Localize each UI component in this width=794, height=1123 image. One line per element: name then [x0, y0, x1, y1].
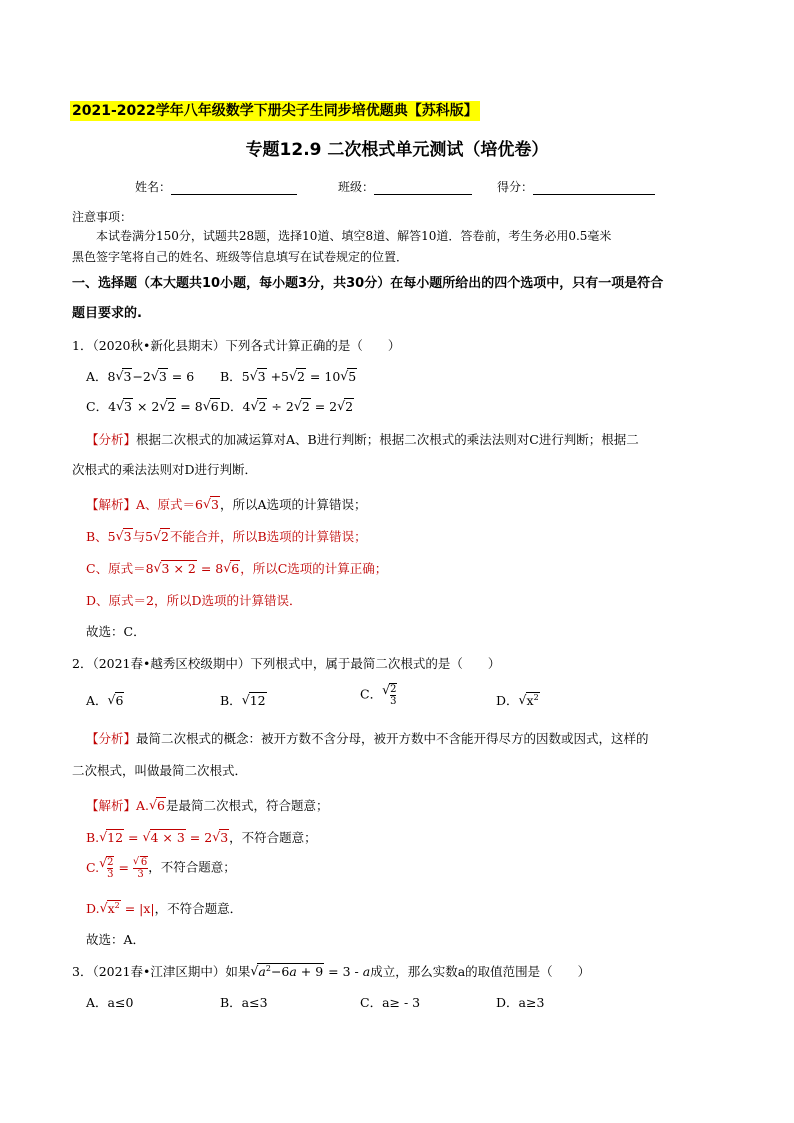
- score-field: [497, 178, 655, 195]
- solution-tag: 【解析】: [86, 798, 137, 813]
- header-banner: 2021-2022学年八年级数学下册尖子生同步培优题典【苏科版】: [72, 103, 478, 119]
- solution-tag: 【解析】: [86, 497, 137, 512]
- score-label: 得分：: [497, 180, 534, 194]
- name-field: [135, 178, 297, 195]
- q2-option-a: A．√ 6: [86, 691, 124, 709]
- page-title: 专题12.9 二次根式单元测试（培优卷）: [245, 140, 549, 160]
- class-field: [338, 178, 472, 195]
- q3-stem: 3．（2021春•江津区期中）如果√ $a^2-6a + 9 = 3 - a$成立，那么实数a的取值范围是（ ）: [72, 962, 590, 980]
- q1-option-a: A．8√ 3−2√ 3 = 6: [86, 367, 194, 385]
- q2-analysis-line-1: 【分析】最简二次根式的概念：被开方数不含分母，被开方数中不含能开得尽方的因数或因式，这样的: [86, 731, 649, 746]
- q2-answer: 故选：A．: [86, 932, 146, 947]
- score-blank: [533, 182, 655, 195]
- q1-stem: 1．（2020秋•新化县期末）下列各式计算正确的是（ ）: [72, 338, 401, 353]
- q2-option-d: D．√ $x^2$: [496, 691, 540, 709]
- q3-option-a: A．a≤0: [86, 995, 134, 1010]
- section-heading-line-2: 题目要求的.: [72, 306, 142, 321]
- q3-option-d: D．a≥3: [496, 995, 545, 1010]
- q1-answer: 故选：C．: [86, 624, 146, 639]
- class-blank: [374, 182, 472, 195]
- class-label: 班级：: [338, 180, 375, 194]
- q2-solution-c: C. √ $\frac{2}{3}$ = √ $\frac{6}{3}$ ，不符合题意；: [86, 856, 236, 880]
- q1-analysis-line-1: 【分析】根据二次根式的加减运算对A、B进行判断；根据二次根式的乘法法则对C进行判断；根据二: [86, 432, 639, 447]
- q2-solution-a: 【解析】A.√ 6是最简二次根式，符合题意；: [86, 796, 329, 814]
- name-blank: [171, 182, 297, 195]
- q1-solution-b: B、5√ 3与5√ 2不能合并，所以B选项的计算错误；: [86, 527, 367, 545]
- notice-line-2: 黑色签字笔将自己的姓名、班级等信息填写在试卷规定的位置．: [72, 250, 409, 264]
- q1-option-d: D．4√ 2 ÷ 2√ 2 = 2√ 2: [220, 397, 354, 415]
- q1-option-c: C．4√ 3 × 2√ 2 = 8√ 6: [86, 397, 220, 415]
- q2-solution-b: B.√ 12 = √ 4 × 3 = 2√ 3，不符合题意；: [86, 828, 317, 846]
- q2-analysis-line-2: 二次根式，叫做最简二次根式．: [72, 763, 248, 778]
- q2-option-b: B．√ 12: [220, 691, 267, 709]
- q1-option-b: B．5√ 3 +5√ 2 = 10√ 5: [220, 367, 357, 385]
- notice-line-1: 本试卷满分150分，试题共28题，选择10道、填空8道、解答10道．答卷前，考生务必用0.5毫米: [96, 229, 612, 243]
- name-label: 姓名：: [135, 180, 172, 194]
- q1-solution-d: D、原式＝2，所以D选项的计算错误．: [86, 593, 302, 608]
- q2-stem: 2．（2021春•越秀区校级期中）下列根式中，属于最简二次根式的是（ ）: [72, 656, 501, 671]
- q3-option-b: B．a≤3: [220, 995, 268, 1010]
- q1-solution-a: 【解析】A、原式＝6√ 3，所以A选项的计算错误；: [86, 495, 366, 513]
- q2-option-c: C． √ $\frac{2}{3}$: [360, 683, 397, 707]
- q3-option-c: C．a≥ - 3: [360, 995, 421, 1010]
- section-heading-line-1: 一、选择题（本大题共10小题，每小题3分，共30分）在每小题所给出的四个选项中，只有一项是符合: [72, 276, 664, 291]
- q1-analysis-line-2: 次根式的乘法法则对D进行判断．: [72, 462, 258, 477]
- notice-heading: 注意事项：: [72, 210, 133, 224]
- analysis-tag: 【分析】: [86, 432, 137, 447]
- analysis-tag: 【分析】: [86, 731, 137, 746]
- q2-solution-d: D.√ $x^2 = |x|$，不符合题意．: [86, 899, 242, 917]
- q1-solution-c: C、原式＝8√ 3 × 2 = 8√ 6，所以C选项的计算正确；: [86, 559, 387, 577]
